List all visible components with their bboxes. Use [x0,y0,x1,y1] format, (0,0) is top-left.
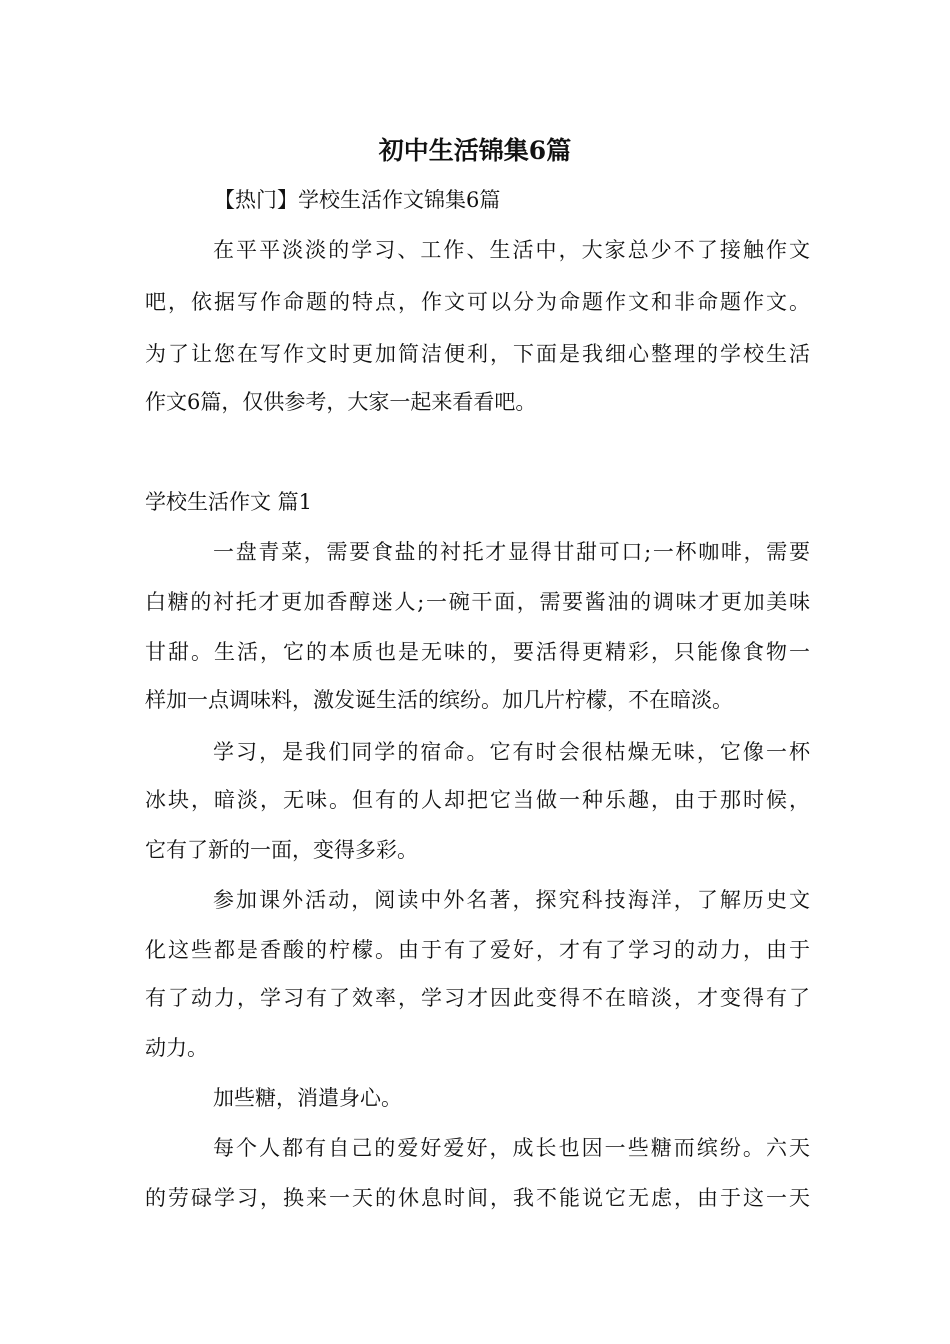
document-title: 初中生活锦集6篇 [378,136,572,165]
paragraph-line: 每个人都有自己的爱好爱好，成长也因一些糖而缤纷。六天 [213,1136,810,1160]
paragraph-line: 学习，是我们同学的宿命。它有时会很枯燥无味，它像一杯 [213,740,810,764]
paragraph-line: 动力。 [145,1036,208,1060]
intro-line: 为了让您在写作文时更加简洁便利，下面是我细心整理的学校生活 [145,342,810,366]
intro-line: 吧，依据写作命题的特点，作文可以分为命题作文和非命题作文。 [145,290,810,314]
paragraph-line: 样加一点调味料，激发诞生活的缤纷。加几片柠檬，不在暗淡。 [145,688,733,712]
paragraph-line: 它有了新的一面，变得多彩。 [145,838,418,862]
paragraph-line: 甘甜。生活，它的本质也是无味的，要活得更精彩，只能像食物一 [145,640,810,664]
paragraph-line: 的劳碌学习，换来一天的休息时间，我不能说它无虑，由于这一天 [145,1186,810,1210]
paragraph-line: 有了动力，学习有了效率，学习才因此变得不在暗淡，才变得有了 [145,986,810,1010]
paragraph-line: 加些糖，消遣身心。 [213,1086,402,1110]
paragraph-line: 一盘青菜，需要食盐的衬托才显得甘甜可口;一杯咖啡，需要 [213,540,810,564]
intro-line: 在平平淡淡的学习、工作、生活中，大家总少不了接触作文 [213,238,810,262]
paragraph-line: 冰块，暗淡，无味。但有的人却把它当做一种乐趣，由于那时候， [145,788,810,812]
section-heading: 学校生活作文 篇1 [145,490,313,514]
document-subtitle: 【热门】学校生活作文锦集6篇 [214,188,501,212]
paragraph-line: 白糖的衬托才更加香醇迷人;一碗干面，需要酱油的调味才更加美味 [145,590,810,614]
paragraph-line: 化这些都是香酸的柠檬。由于有了爱好，才有了学习的动力，由于 [145,938,810,962]
paragraph-line: 参加课外活动，阅读中外名著，探究科技海洋，了解历史文 [213,888,810,912]
intro-line: 作文6篇，仅供参考，大家一起来看看吧。 [145,390,537,414]
